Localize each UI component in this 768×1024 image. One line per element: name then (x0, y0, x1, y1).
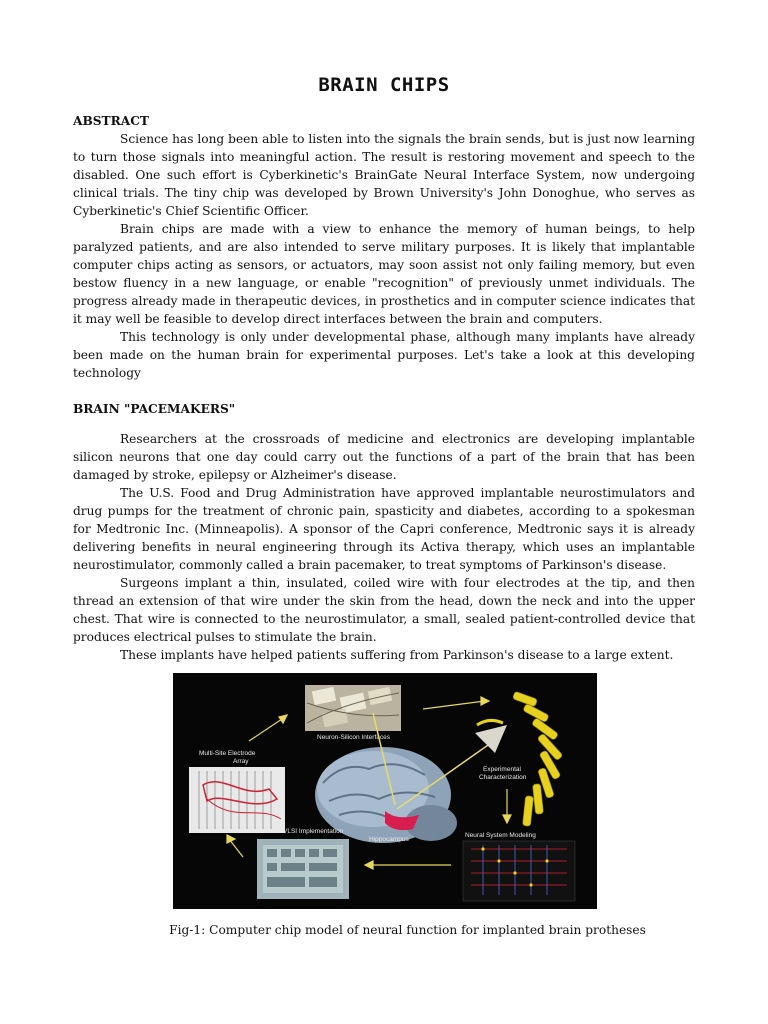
multi-site-label: Multi-Site Electrode (199, 750, 256, 757)
section-spacer (73, 418, 695, 430)
abstract-paragraph-3: This technology is only under developmental phase, although many implants have already been made on the human brain for experimental purposes. Let's take a look at this developing technology (73, 330, 695, 380)
slice-detail (475, 720, 507, 753)
vlsi-chip (257, 839, 349, 899)
hippocampus-label: Hippocampus (369, 836, 409, 843)
neural-modeling-diagram (463, 841, 575, 901)
abstract-heading: ABSTRACT (73, 114, 149, 128)
abstract-paragraph-2: Brain chips are made with a view to enhance the memory of human beings, to help paralyzed patients, and are also intended to serve military purposes. It is likely that implantable computer chips acting as sensors, or actuators, may soon assist not only failing memory, but even bestow fluency in a new language, or enable "recognition" of previously unmet individuals. The progress already made in therapeutic devices, in prosthetics and in computer science indicates that it may well be feasible to develop direct interfaces between the brain and computers. (73, 222, 695, 326)
experimental-label: Experimental (483, 766, 521, 773)
brain-chip-figure (173, 673, 597, 909)
pacemakers-heading: BRAIN "PACEMAKERS" (73, 402, 236, 416)
brain-illustration (315, 713, 491, 843)
hippocampus-slices (512, 691, 563, 826)
pacemakers-paragraph-1: Researchers at the crossroads of medicine and electronics are developing implantable silicon neurons that one day could carry out the functions of a part of the brain that has been damaged by stroke, epilepsy or Alzheimer's disease. (73, 432, 695, 482)
section-spacer (73, 382, 695, 400)
array-label: Array (233, 758, 249, 765)
vlsi-label: VLSI Implementation (283, 828, 344, 835)
pacemakers-paragraph-2: The U.S. Food and Drug Administration have approved implantable neurostimulators and drug pumps for the treatment of chronic pain, spasticity and diabetes, according to a spokesman for Medtronic Inc. (Minneapolis). A sponsor of the Capri conference, Medtronic says it is already delivering benefits in neural engineering through its Activa therapy, which uses an implantable neurostimulator, commonly called a brain pacemaker, to treat symptoms of Parkinson's disease. (73, 486, 695, 572)
characterization-label: Characterization (479, 774, 527, 781)
neuron-silicon-label: Neuron-Silicon Interfaces (317, 734, 390, 741)
electrode-array-diagram (189, 767, 285, 833)
abstract-paragraph-1: Science has long been able to listen into the signals the brain sends, but is just now learning to turn those signals into meaningful action. The result is restoring movement and speech to the disabled. One such effort is Cyberkinetic's BrainGate Neural Interface System, now undergoing clinical trials. The tiny chip was developed by Brown University's John Donoghue, who serves as Cyberkinetic's Chief Scientific Officer. (73, 132, 695, 218)
figure-illustration (173, 673, 597, 909)
neuron-silicon-micrograph (305, 685, 401, 731)
document-body (73, 112, 695, 664)
pacemakers-paragraph-3: Surgeons implant a thin, insulated, coiled wire with four electrodes at the tip, and then thread an extension of that wire under the skin from the head, down the neck and into the upper chest. That wire is connected to the neurostimulator, a small, sealed patient-controlled device that produces electrical pulses to stimulate the brain. (73, 576, 695, 644)
neural-modeling-label: Neural System Modeling (465, 832, 536, 839)
figure-caption: Fig-1: Computer chip model of neural function for implanted brain protheses (169, 923, 646, 937)
page-title: BRAIN CHIPS (318, 74, 450, 96)
pacemakers-paragraph-4: These implants have helped patients suffering from Parkinson's disease to a large extent. (120, 648, 674, 662)
